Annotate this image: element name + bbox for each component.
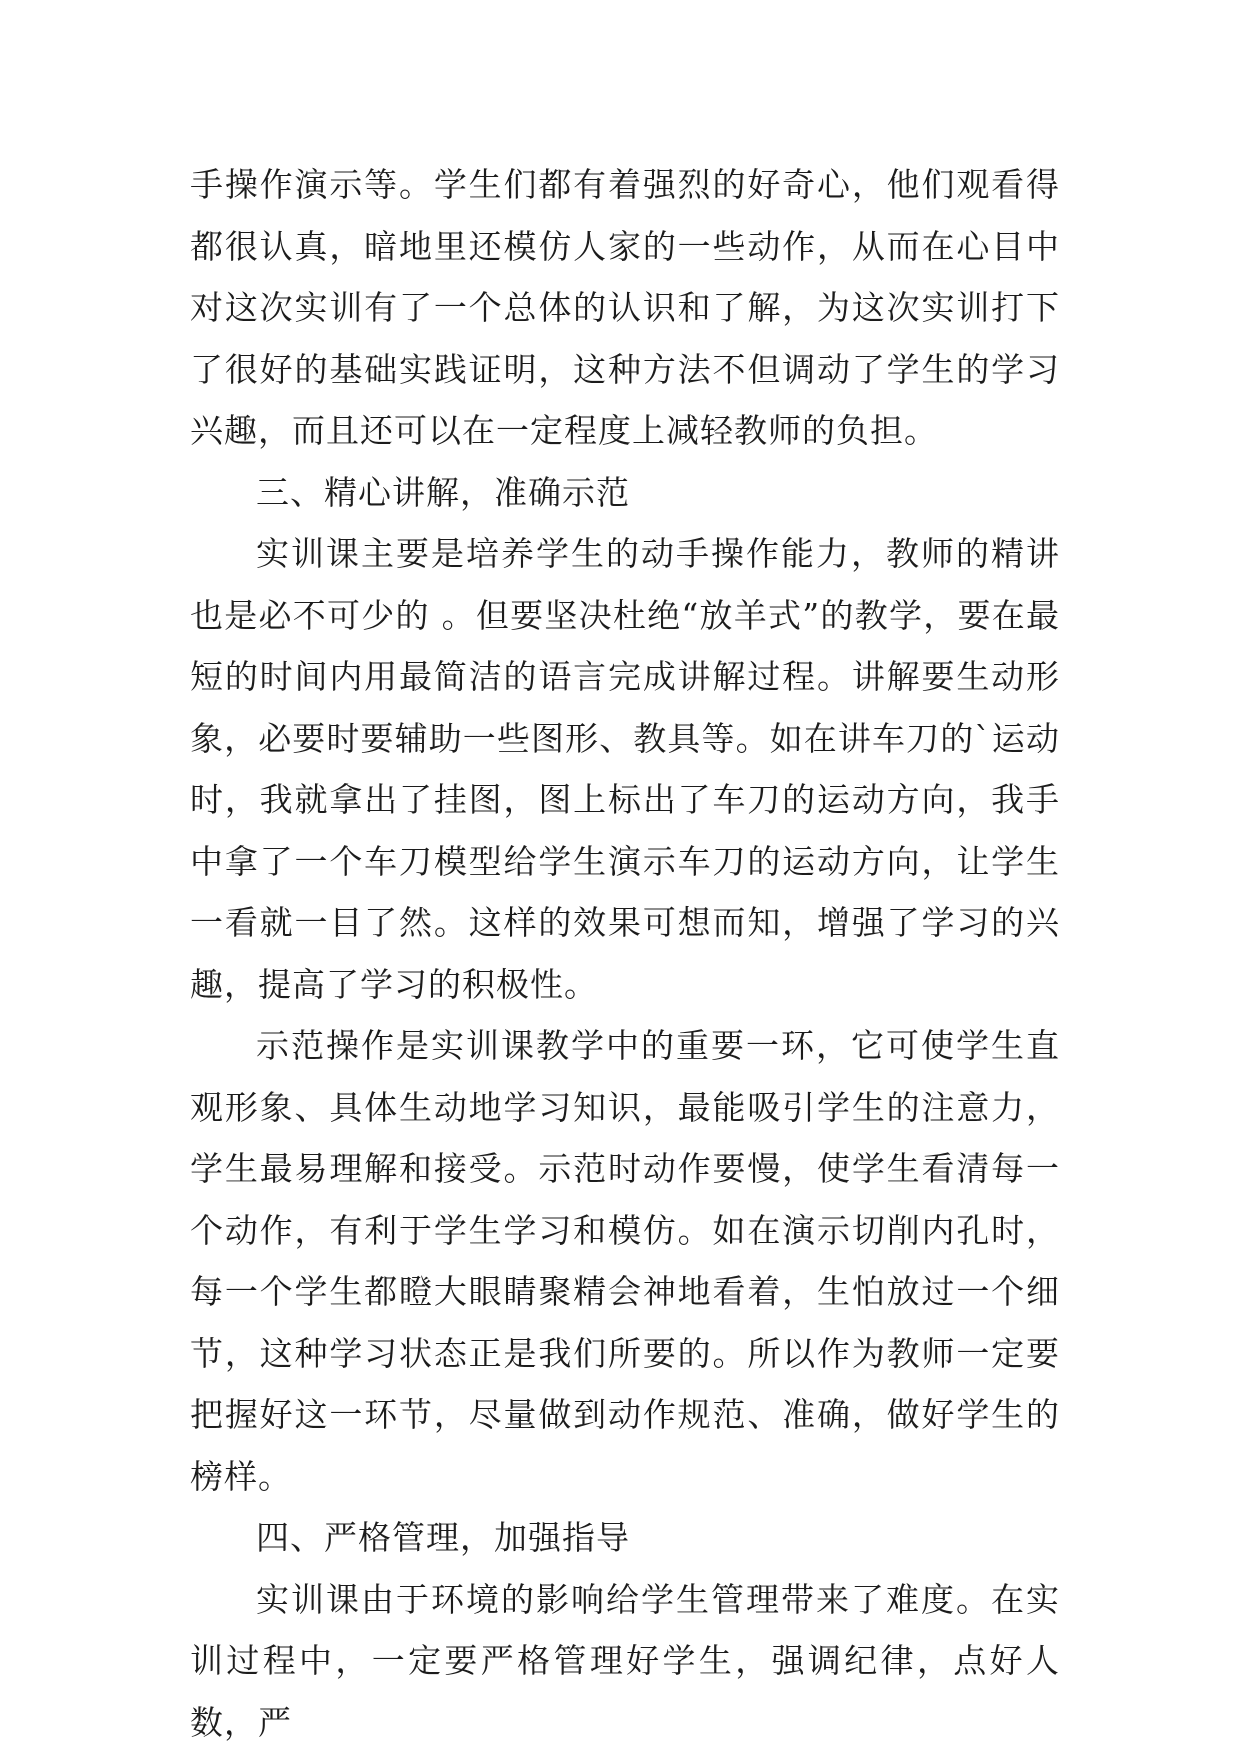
paragraph-continued: 手操作演示等。学生们都有着强烈的好奇心，他们观看得都很认真，暗地里还模仿人家的一些动作，从而在心目中对这次实训有了一个总体的认识和了解，为这次实训打下了很好的基础实践证明，这种方法不但调动了学生的学习兴趣，而且还可以在一定程度上减轻教师的负担。 xyxy=(190,165,1060,450)
section-heading-3: 三、精心讲解，准确示范 xyxy=(256,472,630,512)
paragraph: 实训课由于环境的影响给学生管理带来了难度。在实训过程中，一定要严格管理好学生，强调纪律，点好人数，严 xyxy=(190,1579,1060,1742)
paragraph: 示范操作是实训课教学中的重要一环，它可使学生直观形象、具体生动地学习知识，最能吸引学生的注意力，学生最易理解和接受。示范时动作要慢，使学生看清每一个动作，有利于学生学习和模仿。如在演示切削内孔时，每一个学生都瞪大眼睛聚精会神地看着，生怕放过一个细节，这种学习状态正是我们所要的。所以作为教师一定要把握好这一环节，尽量做到动作规范、准确，做好学生的榜样。 xyxy=(190,1026,1060,1496)
section-heading-4: 四、严格管理，加强指导 xyxy=(256,1518,630,1557)
document-body xyxy=(190,154,1060,1753)
paragraph: 实训课主要是培养学生的动手操作能力，教师的精讲也是必不可少的 。但要坚决杜绝“放羊式”的教学，要在最短的时间内用最简洁的语言完成讲解过程。讲解要生动形象，必要时要辅助一些图形、教具等。如在讲车刀的`运动时，我就拿出了挂图，图上标出了车刀的运动方向，我手中拿了一个车刀模型给学生演示车刀的运动方向，让学生一看就一目了然。这样的效果可想而知，增强了学习的兴趣，提高了学习的积极性。 xyxy=(190,534,1060,1004)
